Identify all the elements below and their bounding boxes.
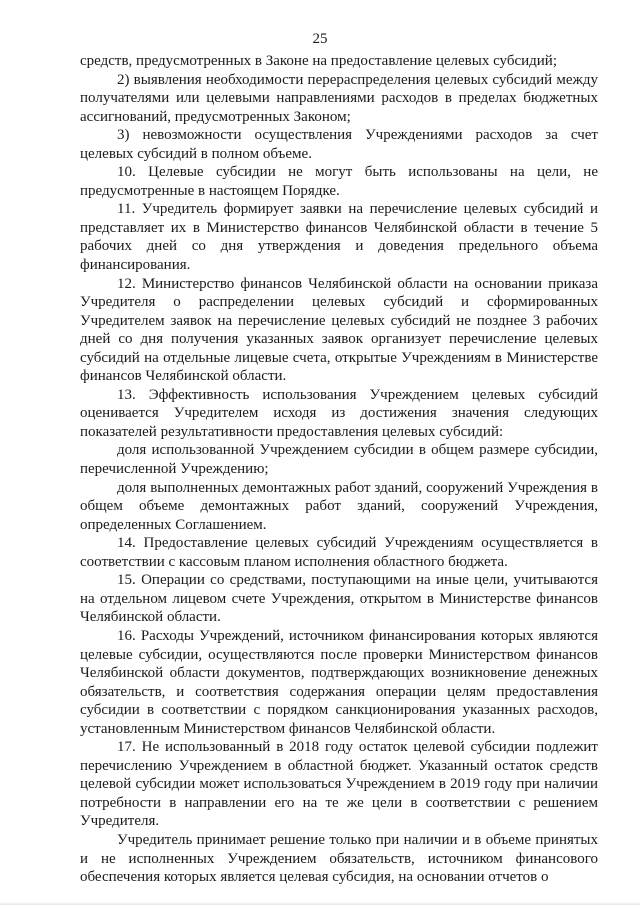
paragraph-13: 13. Эффективность использования Учреждением целевых субсидий оценивается Учредителем исходя из достижения значения следующих показателей результативности предоставления целевых субсидий: — [80, 386, 598, 440]
paragraph-16: 16. Расходы Учреждений, источником финансирования которых являются целевые субсидии, осуществляются после проверки Министерством финансов Челябинской области документов, подтверждающих возникновение денежных обязательств, и соответствия содержания операции целям предоставления субсидии в соответствии с порядком санкционирования указанных расходов, установленным Министерством финансов Челябинской области. — [80, 627, 598, 737]
document-body — [80, 52, 598, 887]
paragraph-14: 14. Предоставление целевых субсидий Учреждениям осуществляется в соответствии с кассовым планом исполнения областного бюджета. — [80, 535, 598, 570]
paragraph-indicator-2: доля выполненных демонтажных работ зданий, сооружений Учреждения в общем объеме демонтажных работ зданий, сооружений Учреждения, определенных Соглашением. — [80, 479, 598, 533]
paragraph-12: 12. Министерство финансов Челябинской области на основании приказа Учредителя о распределении целевых субсидий и сформированных Учредителем заявок на перечисление целевых субсидий не позднее 3 рабочих дней со дня получения указанных заявок организует перечисление целевых субсидий на отдельные лицевые счета, открытые Учреждениям в Министерстве финансов Челябинской области. — [80, 275, 598, 385]
paragraph-11: 11. Учредитель формирует заявки на перечисление целевых субсидий и представляет их в Министерство финансов Челябинской области в течение 5 рабочих дней со дня утверждения и доведения предельного объема финансирования. — [80, 201, 598, 274]
paragraph-indicator-1: доля использованной Учреждением субсидии в общем размере субсидии, перечисленной Учреждению; — [80, 442, 598, 478]
paragraph-10: 10. Целевые субсидии не могут быть использованы на цели, не предусмотренные в настоящем Порядке. — [80, 164, 598, 199]
paragraph-item-2: 2) выявления необходимости перераспределения целевых субсидий между получателями или целевыми направлениями расходов в пределах бюджетных ассигнований, предусмотренных Законом; — [80, 71, 598, 125]
paragraph-15: 15. Операции со средствами, поступающими на иные цели, учитываются на отдельном лицевом счете Учреждения, открытом в Министерстве финансов Челябинской области. — [80, 572, 598, 626]
page-number: 25 — [312, 31, 328, 47]
paragraph-founder-decision: Учредитель принимает решение только при наличии и в объеме принятых и не исполненных Учреждением обязательств, источником финансового обеспечения которых является целевая субсидия, на основании отчетов о — [80, 831, 598, 886]
paragraph-17: 17. Не использованный в 2018 году остаток целевой субсидии подлежит перечислению Учреждением в областной бюджет. Указанный остаток средств целевой субсидии может использоваться Учреждением в 2019 году при наличии потребности в направлении его на те же цели в соответствии с решением Учредителя. — [80, 739, 598, 830]
paragraph-item-3: 3) невозможности осуществления Учреждениями расходов за счет целевых субсидий в полном объеме. — [80, 127, 598, 162]
paragraph-continuation: средств, предусмотренных в Законе на предоставление целевых субсидий; — [80, 53, 558, 69]
